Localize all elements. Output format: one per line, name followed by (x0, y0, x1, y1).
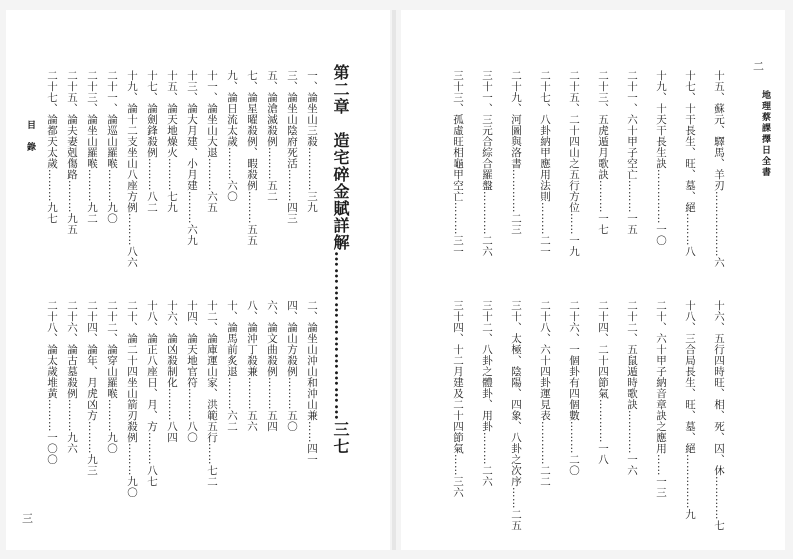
toc-entry: 五、論滄滅殺例………五二 (266, 70, 278, 202)
toc-entry: 二十五、論夫妻剋傷路………九五 (66, 70, 78, 235)
toc-entry: 十五、論天地燥火………七九 (166, 70, 178, 213)
toc-entry: 三、論坐山陰府死活………四三 (286, 70, 298, 224)
toc-entry: 二十一、論巡山羅喉………九〇 (106, 70, 118, 224)
toc-entry: 十九、論十二支坐山八座方例………八六 (126, 70, 138, 268)
toc-entry: 十二、論庫運山家、洪範五行……七二 (206, 300, 218, 487)
toc-entry: 十八、三合局長生、旺、墓、絕……………九 (684, 300, 696, 520)
toc-entry: 二十四、二十四節氣…………一八 (597, 300, 609, 465)
toc-entry: 十六、論凶殺制化………八四 (166, 300, 178, 443)
toc-entry: 二十三、五虎遁月歌訣………一七 (597, 70, 609, 235)
toc-entry: 二十、六十甲子納音章訣之應用……一三 (655, 300, 667, 498)
toc-entry: 四、論山方殺例………五〇 (286, 300, 298, 432)
toc-entry: 三十四、十二月建及二十四節氣……三六 (452, 300, 464, 498)
toc-entry: 十五、蘇元、驛馬、羊刃………………六 (713, 70, 725, 268)
toc-entry: 七、論星曜殺例、暇殺例………五五 (246, 70, 258, 246)
toc-entry: 八、論沖丁殺兼………五六 (246, 300, 258, 432)
toc-entry: 十四、論天地官符………八〇 (186, 300, 198, 443)
toc-entry: 十一、論坐山大退………六五 (206, 70, 218, 213)
running-header: 地理蔡課擇日全書 (760, 90, 770, 178)
page-number: 三 (22, 512, 33, 525)
toc-entry: 二十二、論穿山羅喉………九〇 (106, 300, 118, 454)
toc-entry: 二十、論二十四坐山箭刃殺例………九〇 (126, 300, 138, 498)
toc-entry: 二十八、論太歲堆黃………一〇〇 (46, 300, 58, 465)
page-number: 二 (753, 60, 764, 73)
left-page (6, 10, 390, 550)
toc-entry: 二十一、六十甲子空亡………一五 (626, 70, 638, 235)
toc-entry: 九、論日流太歲………六〇 (226, 70, 238, 202)
toc-entry: 二十二、五鼠遁時歌訣…………一六 (626, 300, 638, 476)
toc-entry: 十六、五行四時旺、相、死、囚、休…………七 (713, 300, 725, 531)
toc-entry: 二十五、二十四山之五行方位……一九 (568, 70, 580, 257)
toc-entry: 三十二、八卦之體卦、用卦………二六 (481, 300, 493, 487)
toc-entry: 十八、論正八座日、月、方………八七 (146, 300, 158, 487)
toc-entry: 十三、論大月建、小月建………六九 (186, 70, 198, 246)
toc-entry: 十、論馬前炙退………六二 (226, 300, 238, 432)
toc-entry: 二十六、論古墓殺例………九六 (66, 300, 78, 454)
toc-entry: 二十七、八卦納甲應用法則………二一 (539, 70, 551, 257)
toc-entry: 十七、論劍鋒殺例………八二 (146, 70, 158, 213)
toc-entry: 二十七、論都天太歲………九七 (46, 70, 58, 224)
toc-entry: 六、論文曲殺例………五四 (266, 300, 278, 432)
book-gutter (392, 10, 396, 550)
toc-entry: 十九、十天干長生訣……………一〇 (655, 70, 667, 246)
toc-entry: 十七、十干長生、旺、墓、絕………八 (684, 70, 696, 257)
toc-entry: 三十三、孤虛旺相龜甲空亡………三一 (452, 70, 464, 257)
toc-entry: 二十三、論坐山羅喉………九二 (86, 70, 98, 224)
chapter-title: 第二章 造宅碎金賦詳解…………………………三七 (331, 64, 350, 455)
toc-entry: 二、論坐山沖山和沖山兼……四一 (306, 300, 318, 465)
toc-entry: 二十八、六十四卦運見表…………二二 (539, 300, 551, 487)
toc-entry: 一、論坐山三殺…………三九 (306, 70, 318, 213)
section-label: 目 錄 (25, 120, 35, 153)
toc-entry: 三十一、三元合綜合羅盤…………二六 (481, 70, 493, 257)
toc-entry: 二十四、論年、月虎凶方………九三 (86, 300, 98, 476)
toc-entry: 二十九、河圖與洛書…………二三 (510, 70, 522, 235)
toc-entry: 二十六、一個卦有四個數………二〇 (568, 300, 580, 476)
right-page (401, 10, 785, 550)
toc-entry: 三十、太極、陰陽、四象、八卦之次序……二五 (510, 300, 522, 531)
